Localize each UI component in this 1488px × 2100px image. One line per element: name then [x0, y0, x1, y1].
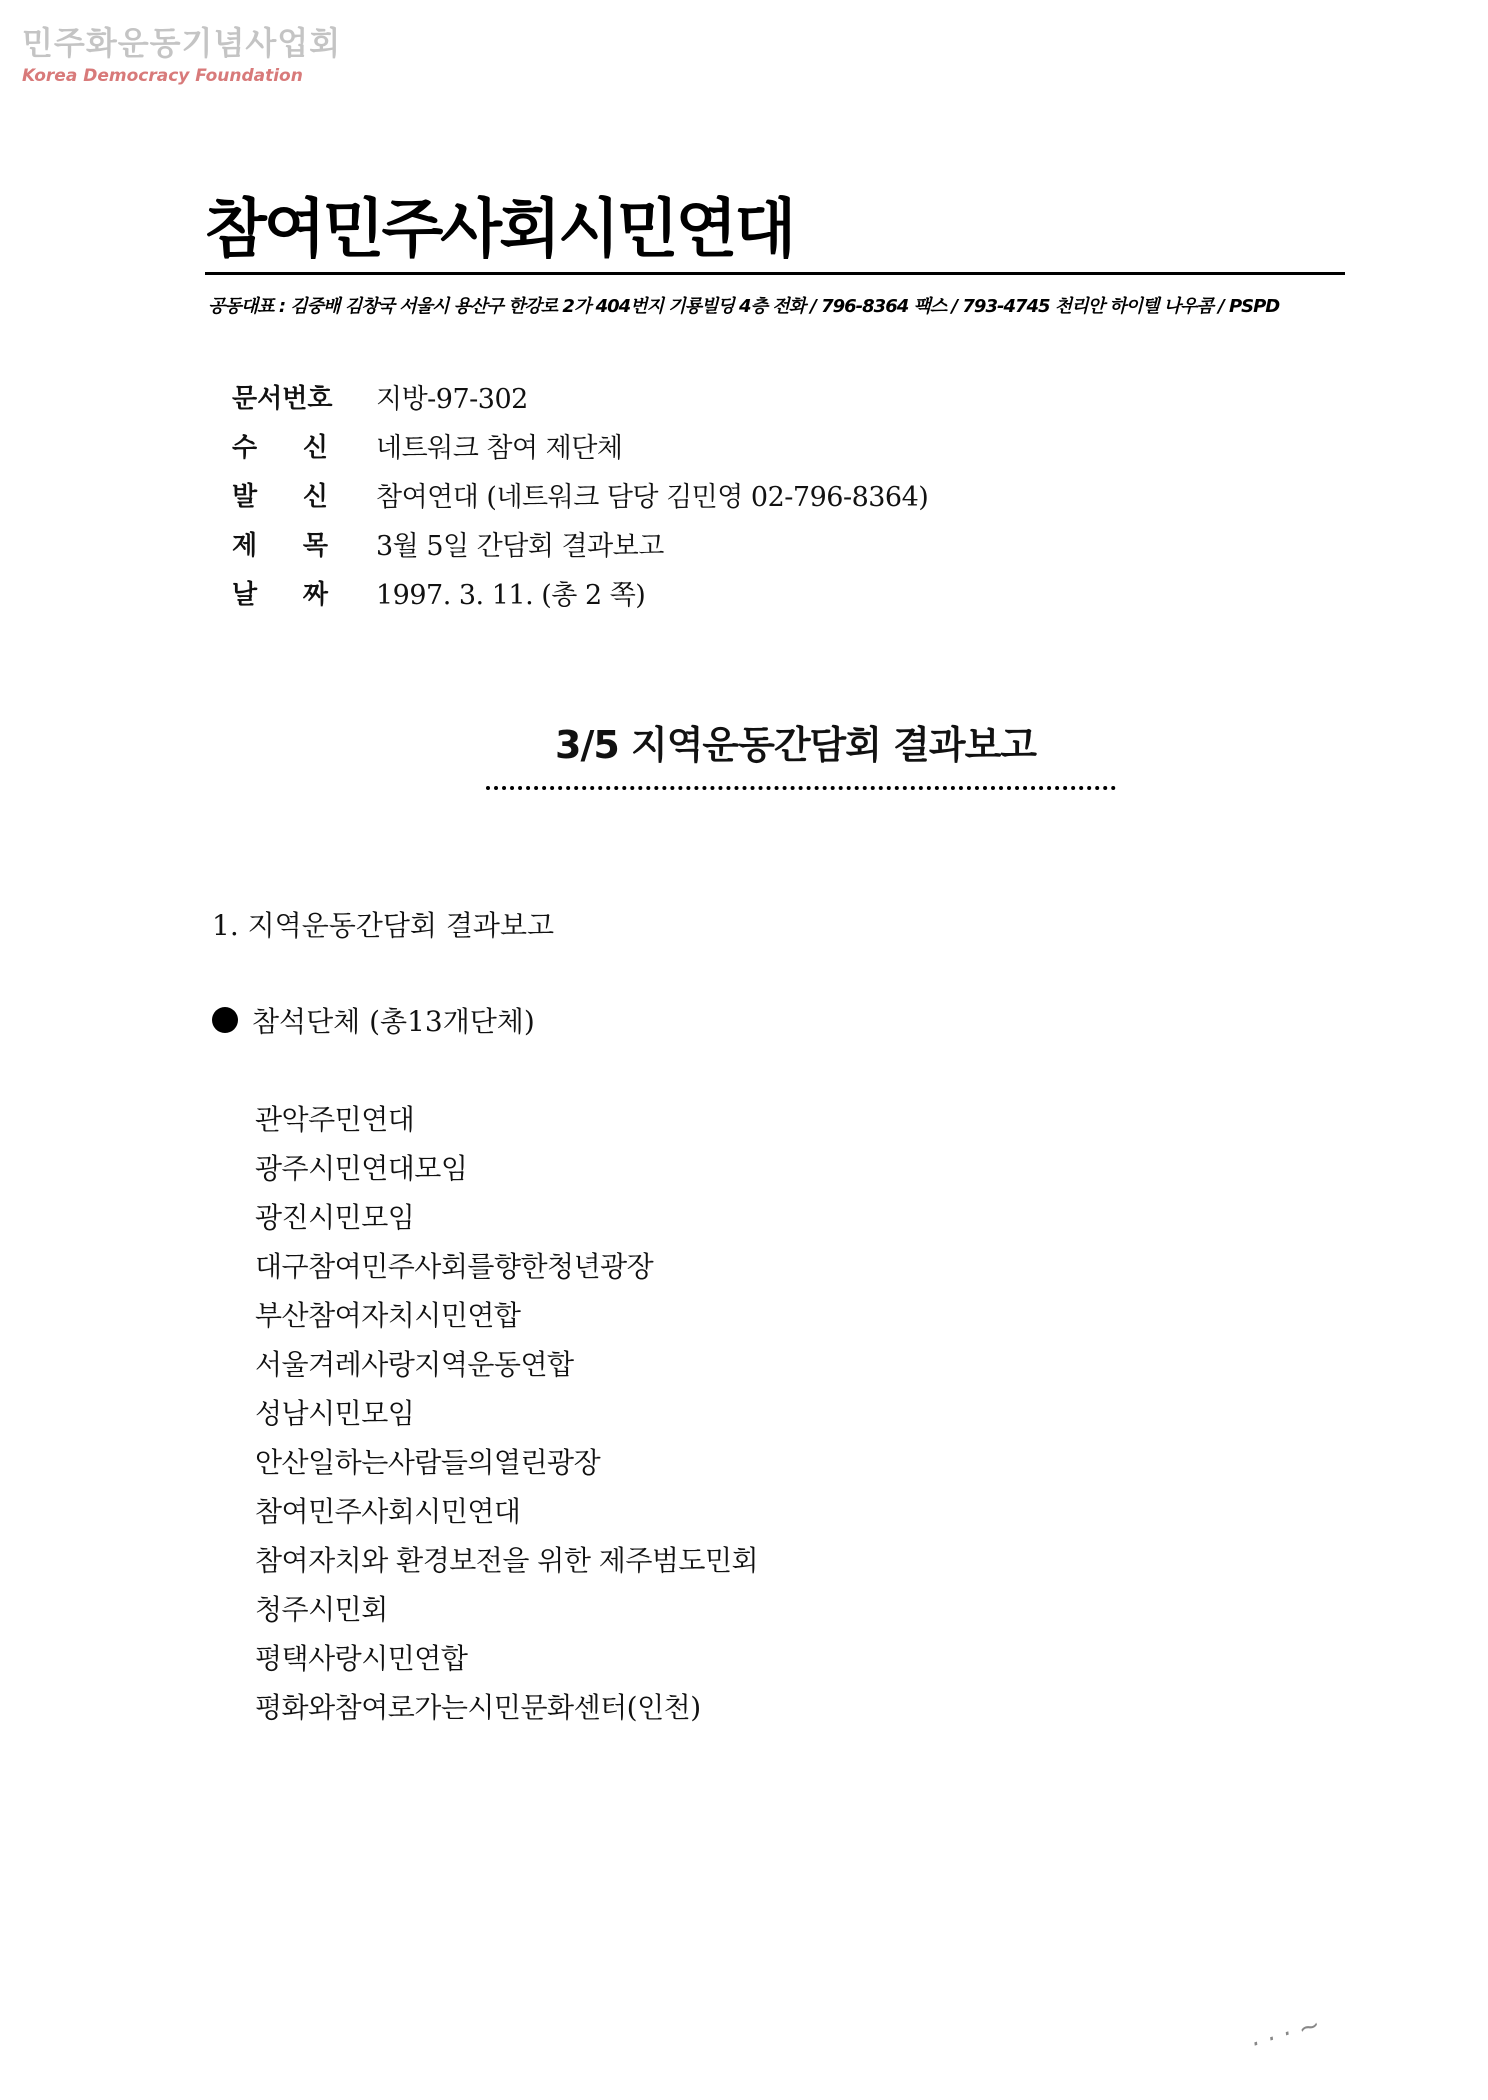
meta-label-char: 신 [302, 482, 328, 512]
meta-label-char: 수 [232, 433, 258, 463]
meta-label: 문서번호 [232, 384, 333, 414]
list-item: 대구참여민주사회를향한청년광장 [255, 1250, 654, 1283]
list-item: 평택사랑시민연합 [255, 1642, 468, 1675]
meta-label [232, 476, 328, 513]
meta-label [232, 525, 328, 562]
meta-label-char: 날 [232, 580, 258, 610]
letterhead-rule [205, 272, 1345, 275]
meta-value: 3월 5일 간담회 결과보고 [376, 531, 664, 562]
meta-label [232, 427, 328, 464]
list-item: 관악주민연대 [255, 1103, 415, 1136]
list-item: 참여자치와 환경보전을 위한 제주범도민회 [255, 1544, 759, 1577]
meta-label-char: 발 [232, 482, 258, 512]
meta-label-char: 신 [302, 433, 328, 463]
meta-value: 참여연대 (네트워크 담당 김민영 02-796-8364) [376, 482, 929, 513]
meta-value: 1997. 3. 11. (총 2 쪽) [376, 580, 646, 611]
list-item: 광주시민연대모임 [255, 1152, 468, 1185]
list-item: 평화와참여로가는시민문화센터(인천) [255, 1691, 701, 1724]
list-item: 참여민주사회시민연대 [255, 1495, 521, 1528]
meta-value: 네트워크 참여 제단체 [376, 433, 623, 464]
meta-label-char: 짜 [302, 580, 328, 610]
list-item: 청주시민회 [255, 1593, 388, 1626]
list-item: 서울겨레사랑지역운동연합 [255, 1348, 574, 1381]
list-item: 안산일하는사람들의열린광장 [255, 1446, 601, 1479]
document-meta [232, 372, 928, 617]
meta-row-doc-number [232, 372, 928, 421]
bullet-dot-icon [212, 1007, 238, 1033]
meta-label [232, 574, 328, 611]
organization-list [255, 1095, 758, 1732]
watermark-english: Korea Democracy Foundation [22, 66, 303, 86]
meta-row-sender [232, 470, 928, 519]
letterhead-contact: 공동대표 : 김중배 김창국 서울시 용산구 한강로 2가 404번지 기룡빌딩 4층 전화 / 796-8364 팩스 / 793-4745 천리안 하이텔 나우콤 / PSPD [208, 296, 1280, 317]
list-item: 광진시민모임 [255, 1201, 415, 1234]
list-item: 성남시민모임 [255, 1397, 415, 1430]
meta-row-recipient [232, 421, 928, 470]
watermark-korean: 민주화운동기념사업회 [22, 24, 342, 62]
attendance-heading-text: 참석단체 (총13개단체) [252, 1005, 535, 1038]
letterhead-org-name: 참여민주사회시민연대 [205, 193, 794, 267]
watermark [22, 18, 341, 86]
list-item: 부산참여자치시민연합 [255, 1299, 521, 1332]
meta-row-subject [232, 519, 928, 568]
handwritten-mark: · · · ∼ [1247, 2009, 1325, 2061]
meta-label-char: 목 [302, 531, 328, 561]
document-title: 3/5 지역운동간담회 결과보고 [555, 723, 1037, 767]
meta-label-char: 제 [232, 531, 258, 561]
attendance-heading [212, 1000, 535, 1040]
section-heading: 1. 지역운동간담회 결과보고 [212, 909, 555, 942]
meta-value: 지방-97-302 [376, 384, 528, 415]
meta-row-date [232, 568, 928, 617]
title-dotted-rule [486, 786, 1116, 790]
